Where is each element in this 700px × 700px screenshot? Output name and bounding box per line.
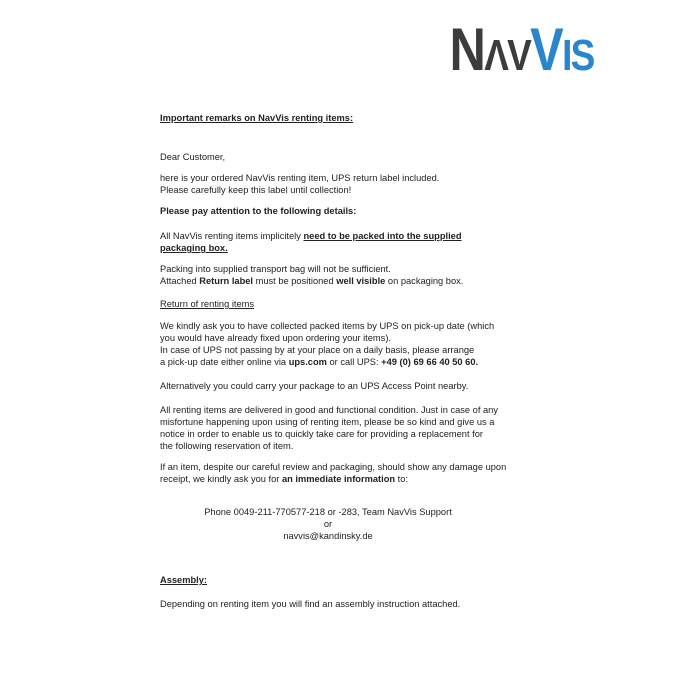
para-packed-into-box [160,230,552,254]
text-run: Return label [199,276,254,286]
text-run: an immediate information [281,474,396,484]
text-run: All NavVis renting items implicitely [160,231,304,241]
text-run: a pick-up date either online via [160,357,289,367]
text-run: you would have already fixed upon ordering your items). [160,333,392,343]
text-run: All renting items are delivered in good and functional condition. Just in case of any [160,405,498,415]
text-run: Important remarks on NavVis renting items: [160,113,354,123]
text-run: well visible [336,276,386,286]
contact-block [160,506,496,542]
text-run: need to be packed into the supplied [303,231,462,241]
letter-body [160,112,552,610]
para-damage-upon-receipt [160,461,552,485]
navvis-logo [449,16,594,83]
heading-assembly [160,574,552,586]
text-run: +49 (0) 69 66 40 50 60. [381,357,479,367]
text-run: Depending on renting item you will find an assembly instruction attached. [160,599,461,609]
para-ups-pickup [160,320,552,368]
text-run: or [323,519,333,529]
logo-text-v: V [530,16,563,83]
text-run: notice in order to enable us to quickly take care for providing a replacement for [160,429,483,439]
text-run: Please pay attention to the following details: [160,206,357,216]
heading-important-remarks [160,112,552,124]
text-run: If an item, despite our careful review and packaging, should show any damage upon [160,462,507,472]
text-run: packaging box. [160,243,228,253]
text-run: We kindly ask you to have collected packed items by UPS on pick-up date (which [160,321,495,331]
para-ordered-item [160,172,552,196]
logo-text-n: N [449,16,485,83]
para-good-condition [160,404,552,452]
text-run: ups.com [288,357,327,367]
text-run: to: [395,474,409,484]
text-run: Attached [160,276,200,286]
text-run: misfortune happening upon using of renting item, please be so kind and give us a [160,417,495,427]
para-dear-customer [160,151,552,163]
logo-text-is: IS [562,31,594,80]
para-return-label [160,263,552,287]
para-assembly-instruction [160,598,552,610]
text-run: Packing into supplied transport bag will not be sufficient. [160,264,391,274]
text-run: must be positioned [253,276,337,286]
text-run: In case of UPS not passing by at your place on a daily basis, please arrange [160,345,475,355]
para-pay-attention [160,205,552,217]
text-run: the following reservation of item. [160,441,294,451]
subheading-return-of-renting-items [160,298,552,310]
logo-text-av: ΛV [484,31,531,80]
text-run: receipt, we kindly ask you for [160,474,282,484]
text-run: on packaging box. [385,276,464,286]
text-run: Return of renting items [160,299,255,309]
text-run: Alternatively you could carry your package to an UPS Access Point nearby. [160,381,469,391]
text-run: Please carefully keep this label until collection! [160,185,352,195]
text-run: Assembly: [160,575,208,585]
text-run: navvis@kandinsky.de [283,531,373,541]
text-run: here is your ordered NavVis renting item, UPS return label included. [160,173,440,183]
text-run: Phone 0049-211-770577-218 or -283, Team NavVis Support [204,507,452,517]
para-access-point [160,380,552,392]
text-run: or call UPS: [326,357,382,367]
text-run: Dear Customer, [160,152,226,162]
